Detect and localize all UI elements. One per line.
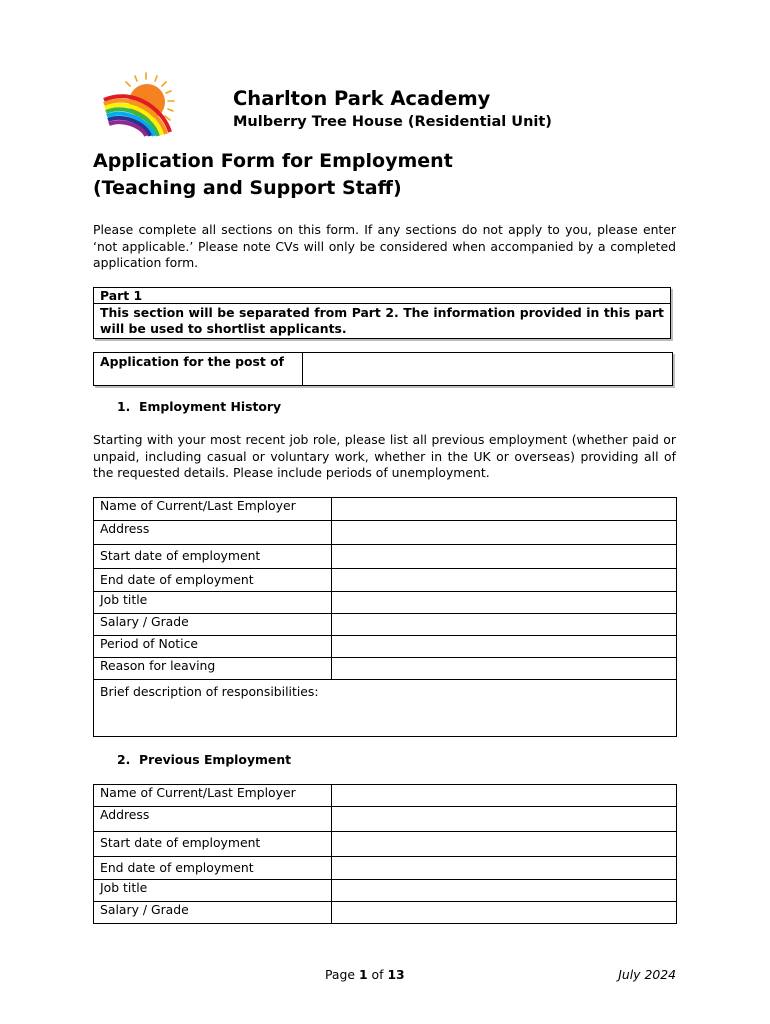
previous-employment-table	[93, 784, 677, 924]
organisation-subtitle: Mulberry Tree House (Residential Unit)	[233, 114, 552, 130]
table-row	[94, 785, 677, 807]
table-row	[94, 592, 677, 614]
row-label: Salary / Grade	[94, 614, 332, 636]
row-field[interactable]	[332, 785, 677, 807]
footer-date: July 2024	[618, 967, 676, 982]
row-label: Job title	[94, 880, 332, 902]
row-field[interactable]	[332, 498, 677, 521]
employment-history-table	[93, 497, 677, 737]
section-1-heading	[117, 399, 281, 414]
post-applied-label: Application for the post of	[94, 353, 303, 385]
row-field[interactable]	[332, 545, 677, 569]
table-row	[94, 498, 677, 521]
row-field[interactable]	[332, 569, 677, 592]
row-label: Address	[94, 521, 332, 545]
part-1-heading: Part 1	[94, 288, 670, 304]
row-label: Salary / Grade	[94, 902, 332, 924]
form-title-line-1: Application Form for Employment	[93, 150, 453, 172]
section-1-paragraph: Starting with your most recent job role, please list all previous employment (whether paid or unpaid, including casual or voluntary work, whether in the UK or overseas) providing all of the requested details. Please include periods of unemployment.	[93, 432, 676, 480]
table-row	[94, 614, 677, 636]
page-current: 1	[358, 967, 368, 982]
table-row	[94, 658, 677, 680]
row-field[interactable]	[332, 521, 677, 545]
row-label: Job title	[94, 592, 332, 614]
row-field[interactable]	[332, 658, 677, 680]
table-row	[94, 569, 677, 592]
sun-rainbow-logo-icon	[100, 70, 186, 140]
part-1-notice-box	[93, 287, 671, 339]
table-row	[94, 880, 677, 902]
table-row	[94, 902, 677, 924]
table-row	[94, 832, 677, 857]
section-1-number: 1.	[117, 399, 131, 414]
table-row	[94, 857, 677, 880]
responsibilities-field[interactable]: Brief description of responsibilities:	[94, 680, 677, 737]
row-label: End date of employment	[94, 857, 332, 880]
section-2-number: 2.	[117, 752, 131, 767]
section-2-heading	[117, 752, 291, 767]
page-total: 13	[387, 967, 405, 982]
row-field[interactable]	[332, 636, 677, 658]
post-applied-field[interactable]	[303, 353, 672, 385]
row-label: Reason for leaving	[94, 658, 332, 680]
intro-paragraph: Please complete all sections on this form. If any sections do not apply to you, please enter ‘not applicable.’ Please note CVs will only be considered when accompanied by a completed application form.	[93, 222, 676, 270]
section-1-title: Employment History	[139, 399, 282, 414]
post-applied-table	[93, 352, 673, 386]
row-field[interactable]	[332, 614, 677, 636]
table-row	[94, 545, 677, 569]
row-label: Period of Notice	[94, 636, 332, 658]
row-label: Start date of employment	[94, 832, 332, 857]
table-row	[94, 636, 677, 658]
table-row	[94, 521, 677, 545]
page-prefix: Page	[325, 967, 355, 982]
row-field[interactable]	[332, 902, 677, 924]
form-title	[93, 148, 453, 202]
responsibilities-row	[94, 680, 677, 737]
row-field[interactable]	[332, 592, 677, 614]
page-number	[325, 967, 405, 982]
row-field[interactable]	[332, 832, 677, 857]
row-field[interactable]	[332, 880, 677, 902]
row-label: Start date of employment	[94, 545, 332, 569]
row-label: Address	[94, 807, 332, 832]
table-row	[94, 807, 677, 832]
form-title-line-2: (Teaching and Support Staff)	[93, 177, 402, 199]
row-field[interactable]	[332, 807, 677, 832]
page-of: of	[371, 967, 384, 982]
row-field[interactable]	[332, 857, 677, 880]
organisation-name: Charlton Park Academy	[233, 87, 491, 110]
row-label: Name of Current/Last Employer	[94, 498, 332, 521]
section-2-title: Previous Employment	[139, 752, 292, 767]
row-label: End date of employment	[94, 569, 332, 592]
part-1-note: This section will be separated from Part 2. The information provided in this part will be used to shortlist applicants.	[100, 305, 664, 336]
row-label: Name of Current/Last Employer	[94, 785, 332, 807]
